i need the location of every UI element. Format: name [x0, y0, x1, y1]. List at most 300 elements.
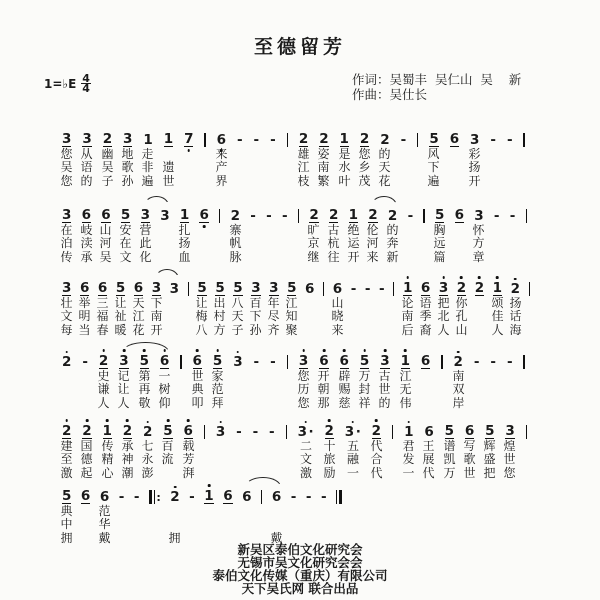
note: 6 [184, 424, 193, 440]
lyric-syllable: 的 [378, 395, 391, 410]
note: 3 [299, 354, 308, 370]
slur-arc [144, 196, 169, 206]
publisher-credits [0, 544, 600, 596]
note: 2 [298, 130, 309, 147]
lyric-syllable: 载 [182, 439, 195, 453]
note: 2 [102, 130, 113, 147]
lyric-syllable: 永 [141, 452, 154, 467]
note: 3 [505, 422, 515, 439]
lyric-syllable: 化 [139, 249, 152, 264]
lyric-row [62, 224, 527, 236]
lyric-syllable: 章 [472, 249, 485, 264]
note: 5 [360, 354, 369, 370]
slur-arc [155, 269, 179, 279]
note: 2 [387, 208, 398, 224]
barline [417, 133, 418, 147]
lyric-syllable: 来 [215, 147, 228, 161]
octave-dot-above [102, 349, 105, 352]
lyric-syllable: 吴 [99, 249, 112, 264]
note: 5 [197, 279, 207, 296]
duration-dash: - [253, 354, 260, 370]
note: 5 [213, 354, 222, 370]
lyric-syllable: 历 [297, 382, 310, 397]
note: 5 [215, 279, 225, 296]
note: 6 [79, 279, 90, 296]
barline [523, 133, 524, 147]
lyric-syllable: 安 [119, 223, 132, 237]
note: 3 [474, 208, 484, 224]
lyric-syllable: 岐 [80, 223, 93, 237]
duration-dash: - [290, 489, 297, 505]
note: 6 [420, 352, 431, 369]
barline [523, 355, 524, 369]
lyric-syllable: 典 [60, 504, 73, 518]
note: 6 [193, 354, 202, 370]
lyric-syllable: 神 [121, 452, 134, 467]
lyric-syllable: 语 [419, 296, 432, 310]
lyric-syllable: 产 [215, 160, 228, 175]
lyric-syllable: 华 [98, 517, 111, 532]
lyric-syllable: 百 [161, 439, 174, 453]
lyric-syllable: 文 [60, 309, 73, 324]
notation-system [62, 276, 530, 336]
lyric-syllable: 茂 [358, 173, 371, 188]
lyric-syllable: 的 [386, 223, 399, 237]
slur-arc [122, 342, 169, 352]
lyric-syllable: 往 [327, 249, 340, 264]
lyric-syllable: 季 [419, 309, 432, 324]
note: 2 [329, 206, 339, 223]
lyric-syllable: 年 [267, 296, 280, 310]
lyric-syllable: 记 [117, 369, 130, 383]
note: 3 [119, 354, 128, 370]
lyric-syllable: 扬 [178, 236, 191, 251]
lyric-row [62, 297, 530, 309]
note: 2 [309, 206, 319, 223]
lyric-syllable: 融 [346, 452, 360, 467]
lyric-syllable: 三 [96, 296, 109, 310]
note: 1 [163, 130, 174, 147]
lyric-syllable: 帆 [229, 236, 242, 251]
footer-line: 泰伯文化传媒（重庆）有限公司 [212, 567, 388, 583]
lyric-syllable: 村 [213, 309, 226, 324]
note: 2 [319, 130, 329, 147]
lyric-syllable: 遍 [141, 173, 154, 188]
lyric-syllable: 走 [141, 147, 154, 161]
notation-system [62, 203, 527, 263]
lyric-syllable: 福 [96, 309, 109, 324]
lyric-syllable: 让 [195, 296, 208, 310]
duration-dash: - [266, 208, 272, 224]
lyric-syllable: 您 [297, 369, 310, 383]
duration-dash: - [400, 132, 407, 148]
lyric-row [62, 518, 342, 530]
lyric-syllable: 建 [60, 439, 73, 453]
note: 6 [271, 489, 282, 505]
note: 1 [403, 281, 412, 297]
duration-dash: - [252, 424, 259, 440]
lyric-syllable: 七 [141, 439, 154, 453]
note: 1 [103, 424, 112, 440]
lyric-syllable: 无 [399, 382, 412, 397]
lyric-syllable: 人 [97, 395, 110, 410]
duration-dash: - [270, 354, 276, 370]
duration-dash: - [305, 489, 312, 505]
octave-dot-above [328, 419, 331, 422]
lyric-syllable: 敬 [138, 395, 151, 410]
lyric-syllable: 再 [138, 382, 151, 397]
note: 2 [230, 208, 241, 224]
lyric-row [62, 397, 525, 409]
note: 2 [99, 354, 108, 370]
lyric-syllable: 裔 [419, 322, 432, 337]
octave-dot-above [457, 351, 460, 354]
lyric-syllable: 一 [158, 369, 171, 383]
lyric-syllable: 天 [378, 160, 391, 175]
lyric-syllable: 百 [249, 296, 262, 310]
notes-row [62, 276, 530, 296]
lyric-syllable: 遗 [162, 160, 175, 175]
octave-dot-above [126, 419, 129, 422]
barline [526, 209, 527, 223]
octave-dot-above [196, 349, 199, 352]
lyric-row [62, 440, 527, 452]
lyric-syllable: 世 [191, 369, 204, 383]
note: 5 [62, 487, 72, 504]
lyric-syllable: 双 [452, 382, 465, 397]
octave-dot-above [442, 276, 445, 279]
lyric-syllable: 杭 [327, 236, 340, 251]
octave-dot-above [404, 349, 407, 352]
duration-dash: - [321, 489, 327, 505]
lyric-syllable: 下 [249, 309, 262, 324]
barline [219, 209, 220, 223]
note: 3 [470, 132, 480, 148]
lyric-syllable: 潮 [121, 465, 134, 480]
octave-dot-above [86, 419, 89, 422]
notes-row [62, 419, 527, 439]
lyric-syllable: 江 [132, 309, 145, 324]
lyric-syllable: 典 [191, 382, 204, 397]
lyric-syllable: 篇 [433, 249, 446, 264]
lyric-syllable: 北 [437, 309, 450, 324]
lyric-syllable: 吴 [101, 160, 114, 175]
lyric-syllable: 语 [80, 160, 93, 175]
barline [286, 425, 287, 439]
lyric-syllable: 您 [358, 147, 371, 161]
note: 2 [62, 355, 71, 369]
lyric-syllable: 海 [509, 322, 522, 337]
duration-dash: - [270, 132, 276, 148]
octave-dot-above [363, 349, 366, 352]
lyric-syllable: 人 [491, 322, 504, 337]
lyric-syllable: 人 [437, 322, 450, 337]
lyric-syllable: 天 [132, 296, 145, 310]
lyric-syllable: 晓 [331, 309, 344, 324]
lyric-syllable: 至 [60, 452, 73, 467]
footer-line: 天下吴氏网 联合出品 [241, 580, 359, 596]
lyric-syllable: 仰 [158, 395, 171, 410]
augmentation-dot: · [355, 424, 361, 440]
duration-dash: - [82, 354, 88, 370]
notes-row [62, 127, 525, 147]
lyric-syllable: 扬 [509, 296, 522, 310]
lyric-syllable: 花 [132, 322, 145, 337]
lyric-syllable: 远 [433, 236, 446, 251]
lyric-syllable: 世 [463, 465, 476, 480]
lyric-syllable: 伟 [399, 395, 412, 410]
octave-dot-above [375, 419, 378, 422]
duration-dash: - [269, 424, 275, 440]
notation-system [62, 484, 342, 544]
lyric-syllable: 绝 [347, 223, 360, 237]
octave-dot-above [478, 276, 481, 279]
lyric-syllable: 歌 [121, 160, 134, 175]
note: 6 [305, 281, 315, 297]
lyric-syllable: 万 [443, 465, 456, 480]
barline [526, 425, 527, 439]
note: 5 [115, 279, 126, 296]
lyric-syllable: 知 [285, 309, 298, 324]
duration-dash: - [189, 489, 195, 505]
lyric-syllable: 来 [366, 249, 379, 264]
lyric-syllable: 朝 [317, 382, 330, 397]
lyric-syllable: 尽 [267, 309, 280, 324]
lyric-syllable: 运 [347, 236, 360, 251]
note: 5 [434, 206, 445, 223]
lyric-syllable: 扎 [178, 223, 191, 237]
note: 6 [199, 208, 208, 224]
lyric-syllable: 祉 [114, 309, 127, 324]
octave-dot-above [406, 276, 409, 279]
lyric-syllable: 扬 [468, 160, 481, 175]
lyric-syllable: 一 [346, 465, 360, 480]
lyric-syllable: 枝 [297, 173, 310, 188]
note: 2 [368, 206, 378, 223]
note: 1 [348, 206, 359, 223]
note: 6 [81, 206, 92, 223]
lyric-syllable: 把 [437, 296, 450, 310]
lyric-syllable: 古 [378, 369, 391, 383]
footer-line: 无锡市吴文化研究会会 [237, 554, 363, 570]
lyric-syllable: 此 [139, 236, 152, 251]
lyric-syllable: 姿 [317, 147, 330, 161]
final-barline [336, 490, 342, 504]
lyric-syllable: 人 [117, 395, 130, 410]
lyric-syllable: 山 [455, 322, 468, 337]
lyric-syllable: 在 [60, 223, 73, 237]
lyric-syllable: 开 [468, 173, 481, 188]
duration-dash: - [506, 132, 513, 148]
lyric-syllable: 激 [299, 465, 313, 480]
lyric-syllable: 您 [297, 395, 310, 410]
augmentation-dot: · [308, 424, 314, 440]
duration-dash: - [350, 281, 357, 297]
note: 2 [359, 130, 370, 147]
lyric-syllable: 你 [455, 296, 468, 310]
lyric-syllable: 继 [307, 249, 320, 264]
lyric-syllable: 孔 [455, 309, 468, 324]
lyric-syllable: 花 [378, 173, 391, 188]
barline [261, 490, 262, 504]
lyric-row [62, 251, 527, 263]
lyric-syllable: 心 [101, 465, 114, 480]
notation-system [62, 127, 525, 187]
octave-dot-above [106, 419, 109, 422]
lyric-syllable: 拜 [211, 395, 224, 410]
note: 1 [339, 130, 349, 147]
lyric-syllable: 齐 [267, 322, 280, 337]
note: 6 [217, 133, 226, 147]
note: 1 [493, 281, 502, 297]
note: 3 · [298, 425, 314, 439]
lyric-syllable: 戴 [270, 530, 283, 545]
lyric-syllable: 写 [463, 439, 476, 453]
note: 2 [62, 424, 71, 440]
note: 6 [99, 489, 110, 505]
lyric-syllable: 八 [195, 322, 208, 337]
lyric-syllable: 脉 [229, 249, 242, 264]
lyric-syllable: 辟 [338, 369, 351, 383]
lyric-syllable: 展 [422, 452, 435, 467]
lyric-syllable: 二 [299, 439, 313, 453]
lyric-syllable: 代 [422, 465, 435, 480]
lyric-syllable: 颂 [491, 296, 504, 310]
note: 2 [511, 282, 520, 296]
note: 5 [140, 354, 149, 370]
duration-dash: - [118, 489, 125, 505]
lyric-syllable: 让 [117, 382, 130, 397]
note: 3 · [345, 425, 361, 439]
note: 2 [325, 424, 334, 440]
lyric-syllable: 彩 [468, 147, 481, 161]
lyric-syllable: 范 [98, 504, 111, 518]
repeat-open-barline: : [149, 490, 161, 504]
lyric-syllable: 激 [60, 465, 73, 480]
note: 6 [454, 206, 464, 223]
lyric-row [62, 505, 342, 517]
note: 3 [269, 279, 279, 296]
meter-denominator: 4 [82, 82, 90, 95]
octave-dot-above [352, 421, 355, 424]
note: 3 [62, 130, 72, 147]
octave-dot-above [343, 349, 346, 352]
lyric-syllable: 河 [366, 236, 379, 251]
lyric-syllable: 拥 [60, 530, 73, 545]
lyric-syllable: 开 [347, 249, 360, 264]
lyric-row [62, 453, 527, 465]
lyric-syllable: 南 [317, 160, 330, 175]
composer-label: 作曲： [352, 87, 390, 102]
note: 3 [82, 130, 92, 147]
duration-dash: - [490, 354, 496, 370]
lyric-syllable: 界 [215, 173, 228, 188]
note: 2 [475, 281, 484, 297]
octave-dot-above [460, 276, 463, 279]
lyricist-names: 吴蜀丰 吴仁山 吴 新 [389, 72, 522, 87]
lyric-syllable: 下 [427, 160, 440, 175]
lyric-syllable: 每 [60, 322, 73, 337]
notes-row [62, 203, 527, 223]
lyric-syllable: 祥 [358, 395, 371, 410]
lyric-syllable: 叶 [338, 173, 351, 188]
lyric-syllable: 您 [503, 465, 516, 480]
lyric-syllable: 澎 [141, 465, 154, 480]
lyric-syllable: 非 [141, 160, 154, 175]
lyric-syllable: 方 [213, 322, 226, 337]
lyric-syllable: 谱 [443, 439, 456, 453]
duration-dash: - [236, 132, 243, 148]
lyric-syllable: 繁 [317, 173, 330, 188]
note: 3 [216, 425, 225, 439]
note: 6 [319, 354, 328, 370]
note: 7 [184, 132, 193, 148]
octave-dot-above [496, 276, 499, 279]
lyric-syllable: 孙 [121, 173, 134, 188]
barline [441, 355, 442, 369]
lyric-syllable: 是 [338, 147, 351, 161]
barline [529, 282, 530, 296]
octave-dot-above [174, 486, 177, 489]
lyric-syllable: 从 [80, 147, 93, 161]
octave-dot-above [407, 421, 410, 424]
duration-dash: - [473, 354, 480, 370]
note: 6 [97, 279, 108, 296]
note: 3 [439, 281, 448, 297]
lyric-syllable: 中 [60, 517, 73, 532]
note: 3 [251, 279, 261, 296]
duration-dash: - [407, 208, 414, 224]
lyric-syllable: 山 [331, 296, 344, 310]
note: 2 [457, 281, 466, 297]
lyric-row [62, 310, 530, 322]
note: 2 [143, 425, 152, 439]
lyric-syllable: 子 [101, 173, 114, 188]
lyric-syllable: 伦 [366, 223, 379, 237]
duration-dash: - [253, 132, 260, 148]
lyric-syllable: 春 [96, 322, 109, 337]
lyric-syllable: 励 [323, 465, 336, 480]
lyric-syllable: 寨 [229, 223, 242, 237]
lyric-syllable: 君 [402, 439, 415, 453]
lyric-syllable: 聚 [285, 322, 298, 337]
lyric-syllable: 方 [472, 236, 485, 251]
lyric-syllable: 下 [150, 296, 163, 310]
lyric-syllable: 传 [60, 249, 73, 264]
lyric-syllable: 煌 [503, 439, 516, 453]
note: 3 [169, 281, 180, 297]
key-label: 1=♭E [44, 76, 77, 91]
lyric-syllable: 水 [338, 160, 351, 175]
octave-dot-above [208, 484, 211, 487]
lyric-syllable: 南 [150, 309, 163, 324]
lyric-syllable: 渎 [80, 236, 93, 251]
lyric-syllable: 世 [503, 452, 516, 467]
octave-dot-above [216, 349, 219, 352]
lyric-row [62, 467, 527, 479]
octave-dot-above [167, 419, 170, 422]
note: 1 [404, 425, 413, 439]
lyric-syllable: 明 [78, 309, 91, 324]
duration-dash: - [490, 132, 496, 148]
note: 2 [380, 132, 390, 148]
lyric-syllable: 叩 [191, 395, 204, 410]
lyricist-label: 作词： [352, 72, 390, 87]
note: 6 [101, 206, 111, 223]
note: 6 [133, 279, 144, 296]
note: 6 [420, 279, 431, 296]
octave-dot-above [146, 421, 149, 424]
